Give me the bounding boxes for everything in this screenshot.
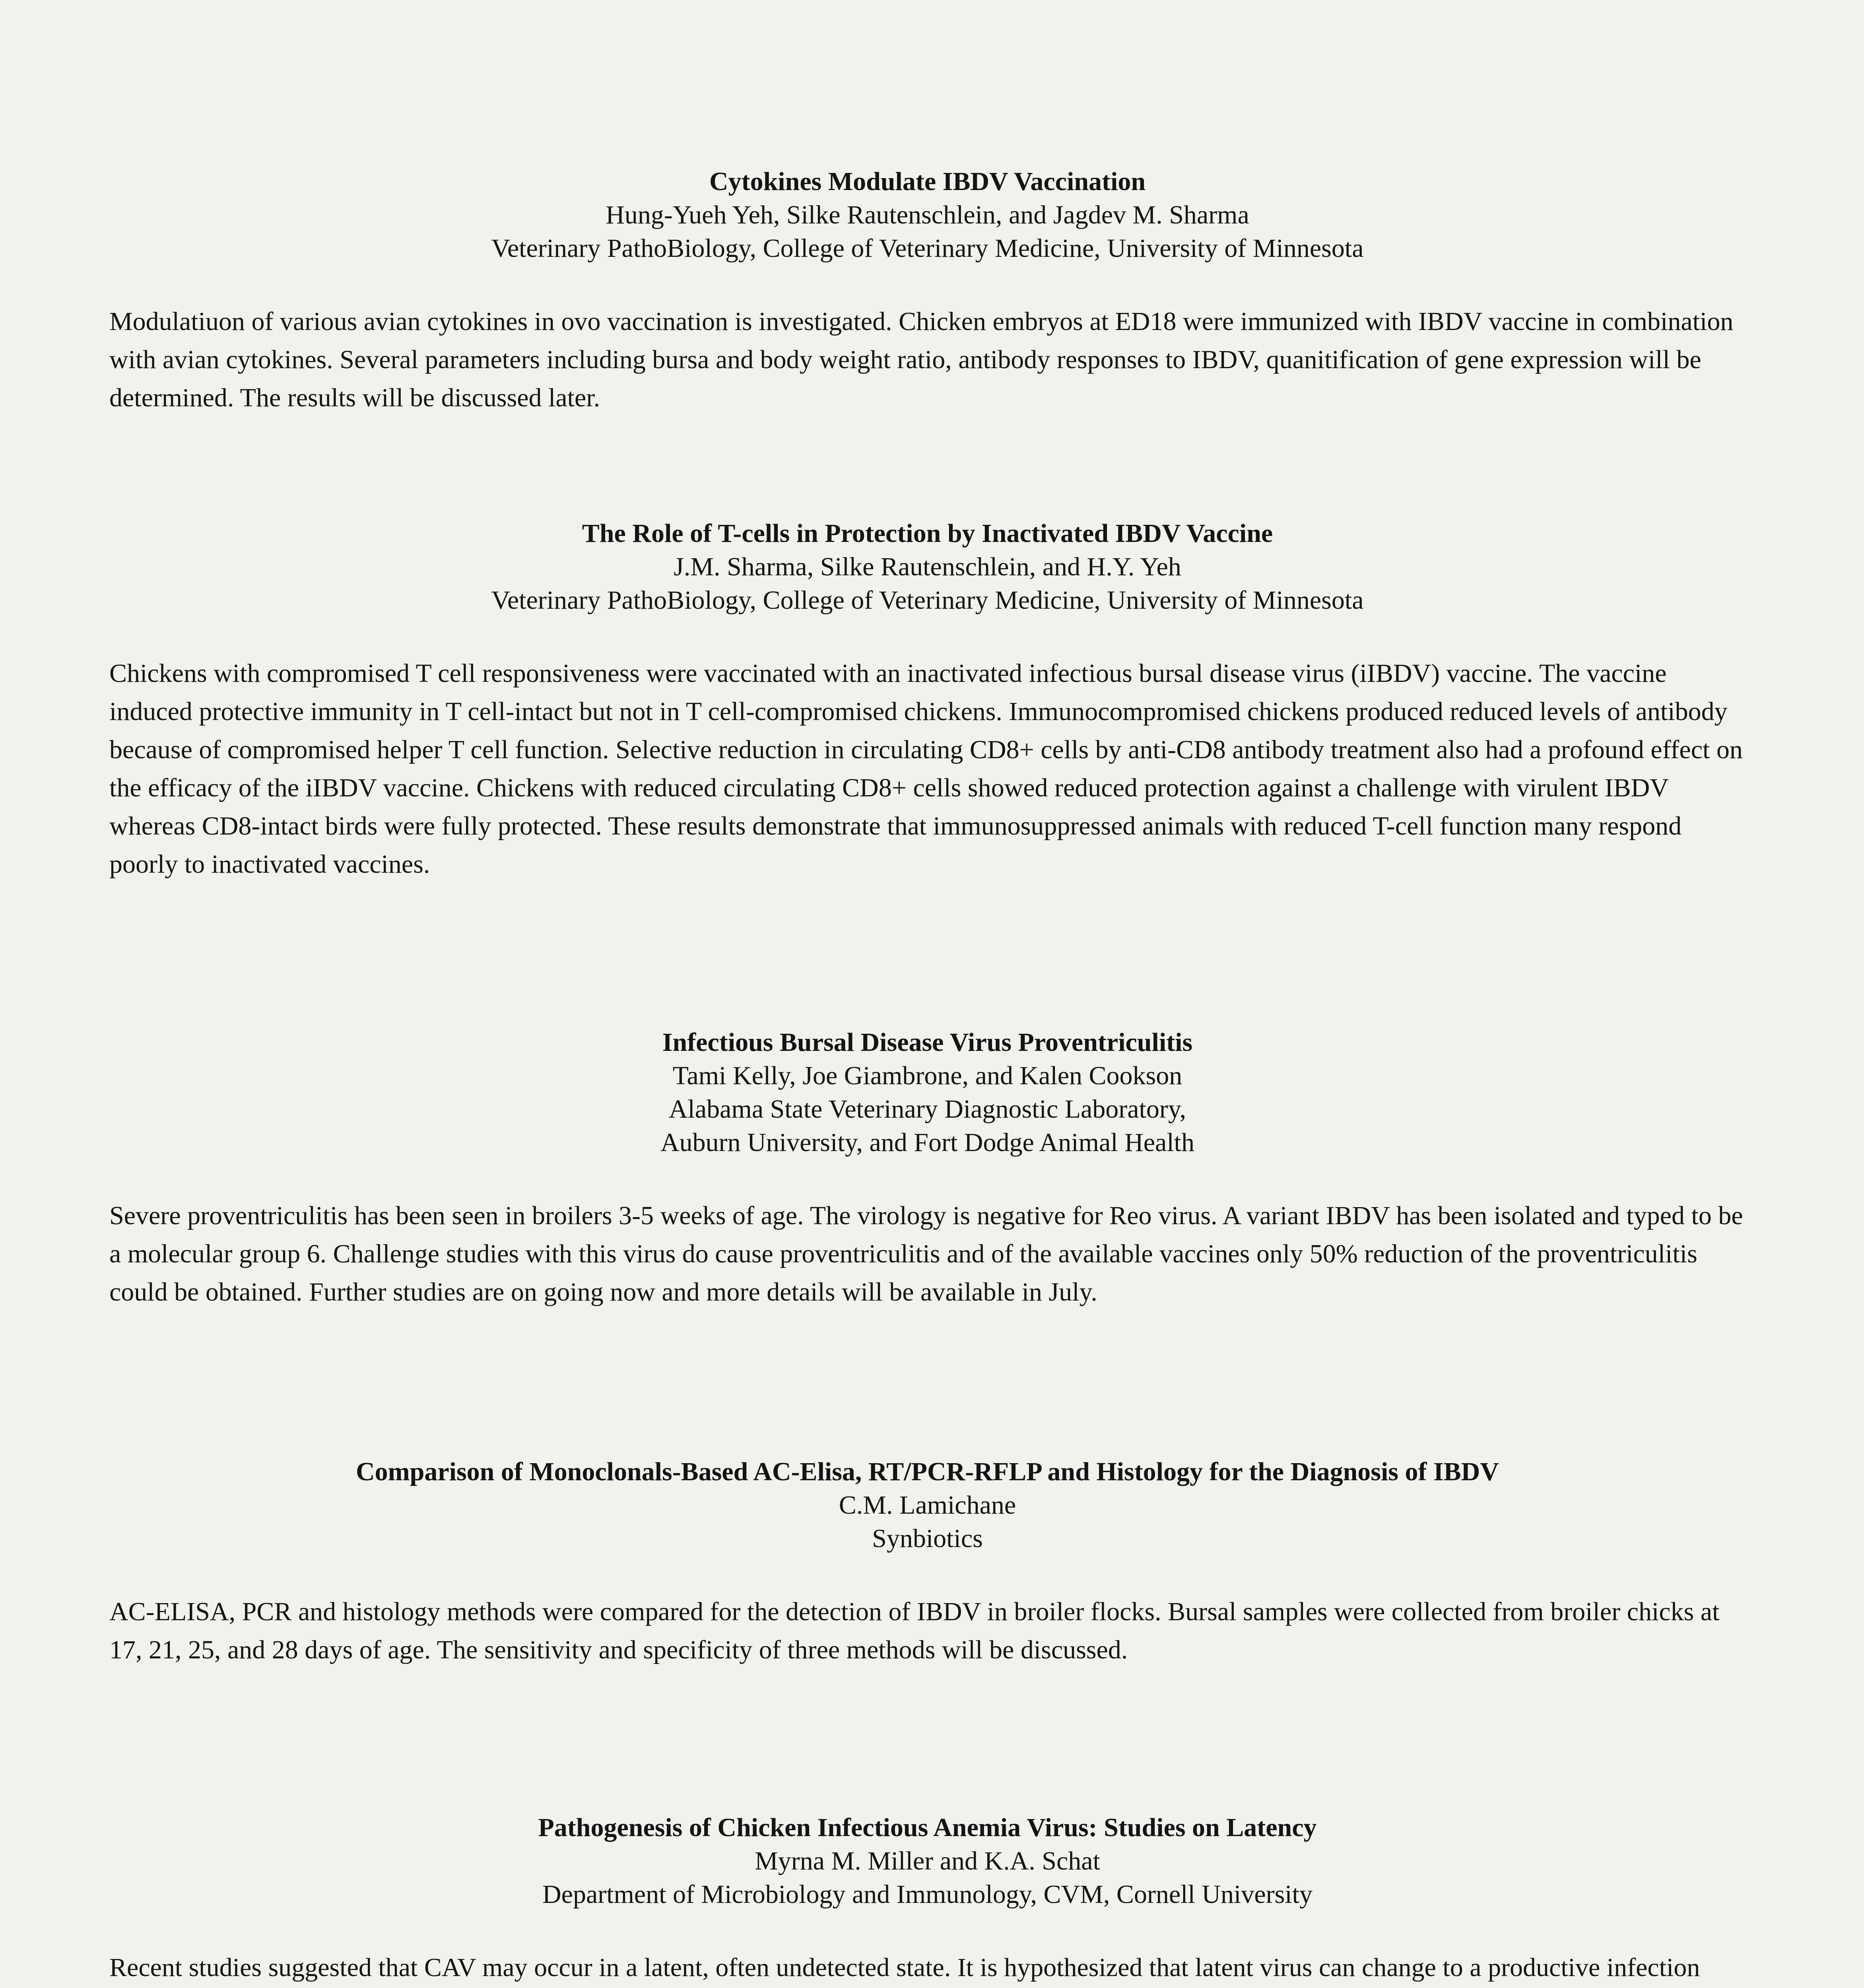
abstract-ibdv-proventriculitis bbox=[109, 1026, 1746, 1311]
abstract-affiliation: Synbiotics bbox=[872, 1524, 983, 1553]
abstract-body: Recent studies suggested that CAV may occur in a latent, often undetected state. It is hypothesized that latent virus can change to a productive infection bbox=[109, 1953, 1700, 1982]
abstract-cytokines-ibdv-vaccination bbox=[109, 165, 1746, 417]
abstract-title: Infectious Bursal Disease Virus Proventriculitis bbox=[662, 1028, 1193, 1057]
abstract-cav-latency bbox=[109, 1811, 1746, 1988]
abstract-authors: J.M. Sharma, Silke Rautenschlein, and H.Y. Yeh bbox=[674, 552, 1181, 581]
abstract-monoclonals-comparison bbox=[109, 1455, 1746, 1669]
abstract-affiliation: Veterinary PathoBiology, College of Veterinary Medicine, University of Minnesota bbox=[491, 586, 1364, 615]
abstract-body: Chickens with compromised T cell responsiveness were vaccinated with an inactivated infectious bursal disease virus (iIBDV) vaccine. The vaccine induced protective immunity in T cell-intact but not in T cell-compromised chickens. Immunocompromised chickens produced reduced levels of antibody because of compromised helper T cell function. Selective reduction in circulating CD8+ cells by anti-CD8 antibody treatment also had a profound effect on the efficacy of the iIBDV vaccine. Chickens with reduced circulating CD8+ cells showed reduced protection against a challenge with virulent IBDV whereas CD8-intact birds were fully protected. These results demonstrate that immunosuppressed animals with reduced T-cell function many respond poorly to inactivated vaccines. bbox=[109, 659, 1743, 879]
abstract-affiliation: Veterinary PathoBiology, College of Veterinary Medicine, University of Minnesota bbox=[491, 234, 1364, 263]
abstract-title: Pathogenesis of Chicken Infectious Anemia Virus: Studies on Latency bbox=[538, 1813, 1317, 1842]
abstract-t-cells-inactivated-vaccine bbox=[109, 517, 1746, 883]
abstract-authors: Myrna M. Miller and K.A. Schat bbox=[755, 1846, 1100, 1875]
abstract-body: Severe proventriculitis has been seen in broilers 3-5 weeks of age. The virology is negative for Reo virus. A variant IBDV has been isolated and typed to be a molecular group 6. Challenge studies with this virus do cause proventriculitis and of the available vaccines only 50% reduction of the proventriculitis could be obtained. Further studies are on going now and more details will be available in July. bbox=[109, 1201, 1743, 1307]
abstract-affiliation: Department of Microbiology and Immunology, CVM, Cornell University bbox=[542, 1880, 1313, 1909]
abstract-title: The Role of T-cells in Protection by Inactivated IBDV Vaccine bbox=[582, 519, 1273, 548]
abstract-authors: Tami Kelly, Joe Giambrone, and Kalen Cookson bbox=[672, 1061, 1182, 1090]
abstract-title: Comparison of Monoclonals-Based AC-Elisa, RT/PCR-RFLP and Histology for the Diagnosis of IBDV bbox=[356, 1457, 1499, 1486]
abstract-affiliation-line-2: Auburn University, and Fort Dodge Animal Health bbox=[660, 1128, 1194, 1157]
abstract-body: Modulatiuon of various avian cytokines in ovo vaccination is investigated. Chicken embryos at ED18 were immunized with IBDV vaccine in combination with avian cytokines. Several parameters including bursa and body weight ratio, antibody responses to IBDV, quanitification of gene expression will be determined. The results will be discussed later. bbox=[109, 307, 1734, 412]
abstract-title: Cytokines Modulate IBDV Vaccination bbox=[709, 167, 1146, 196]
abstract-body: AC-ELISA, PCR and histology methods were compared for the detection of IBDV in broiler flocks. Bursal samples were collected from broiler chicks at 17, 21, 25, and 28 days of age. The sensitivity and specificity of three methods will be discussed. bbox=[109, 1597, 1720, 1664]
abstract-authors: Hung-Yueh Yeh, Silke Rautenschlein, and Jagdev M. Sharma bbox=[606, 200, 1249, 229]
abstract-authors: C.M. Lamichane bbox=[839, 1491, 1016, 1520]
abstract-affiliation-line-1: Alabama State Veterinary Diagnostic Laboratory, bbox=[668, 1095, 1186, 1124]
